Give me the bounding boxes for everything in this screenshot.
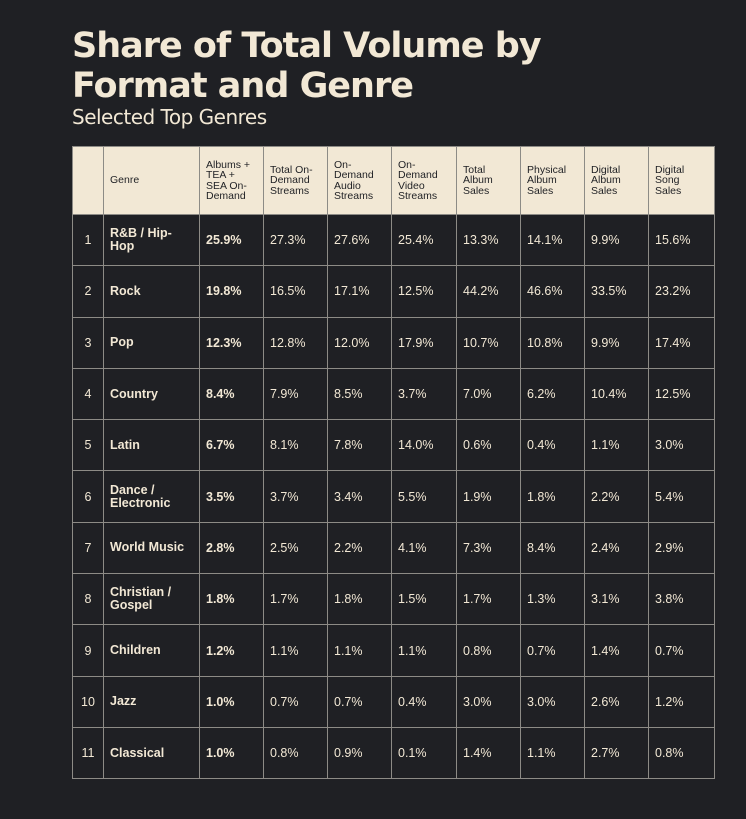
value-cell: 2.4% (585, 522, 649, 573)
value-cell: 19.8% (200, 266, 264, 317)
value-cell: 8.5% (328, 368, 392, 419)
value-cell: 0.1% (392, 727, 457, 778)
table-header-row (73, 147, 715, 215)
value-cell: 1.1% (521, 727, 585, 778)
table-row (73, 317, 715, 368)
value-cell: 25.4% (392, 215, 457, 266)
table-row (73, 676, 715, 727)
column-header: Total Album Sales (457, 147, 521, 215)
value-cell: 8.1% (264, 420, 328, 471)
value-cell: 1.4% (585, 625, 649, 676)
value-cell: 1.9% (457, 471, 521, 522)
value-cell: 1.3% (521, 574, 585, 625)
rank-cell: 2 (73, 266, 104, 317)
value-cell: 0.8% (457, 625, 521, 676)
table-row (73, 727, 715, 778)
genre-cell: Dance / Electronic (104, 471, 200, 522)
value-cell: 0.7% (264, 676, 328, 727)
value-cell: 2.2% (585, 471, 649, 522)
value-cell: 0.7% (649, 625, 715, 676)
value-cell: 12.8% (264, 317, 328, 368)
table-row (73, 368, 715, 419)
rank-cell: 7 (73, 522, 104, 573)
table-row (73, 215, 715, 266)
value-cell: 0.7% (328, 676, 392, 727)
value-cell: 10.4% (585, 368, 649, 419)
value-cell: 14.0% (392, 420, 457, 471)
genre-cell: Classical (104, 727, 200, 778)
value-cell: 44.2% (457, 266, 521, 317)
value-cell: 5.4% (649, 471, 715, 522)
chart-title: Share of Total Volume by Format and Genre (72, 26, 541, 106)
value-cell: 17.9% (392, 317, 457, 368)
value-cell: 7.0% (457, 368, 521, 419)
value-cell: 12.5% (649, 368, 715, 419)
value-cell: 7.8% (328, 420, 392, 471)
value-cell: 10.8% (521, 317, 585, 368)
genre-cell: World Music (104, 522, 200, 573)
value-cell: 1.1% (585, 420, 649, 471)
table-row (73, 625, 715, 676)
value-cell: 10.7% (457, 317, 521, 368)
rank-cell: 6 (73, 471, 104, 522)
value-cell: 6.2% (521, 368, 585, 419)
value-cell: 3.8% (649, 574, 715, 625)
value-cell: 0.6% (457, 420, 521, 471)
value-cell: 0.4% (392, 676, 457, 727)
value-cell: 3.4% (328, 471, 392, 522)
value-cell: 6.7% (200, 420, 264, 471)
value-cell: 0.9% (328, 727, 392, 778)
value-cell: 3.0% (521, 676, 585, 727)
value-cell: 2.8% (200, 522, 264, 573)
value-cell: 0.8% (649, 727, 715, 778)
value-cell: 15.6% (649, 215, 715, 266)
value-cell: 0.7% (521, 625, 585, 676)
value-cell: 7.9% (264, 368, 328, 419)
value-cell: 17.4% (649, 317, 715, 368)
genre-cell: R&B / Hip-Hop (104, 215, 200, 266)
value-cell: 23.2% (649, 266, 715, 317)
value-cell: 1.2% (200, 625, 264, 676)
value-cell: 3.0% (649, 420, 715, 471)
value-cell: 1.0% (200, 676, 264, 727)
value-cell: 3.7% (392, 368, 457, 419)
value-cell: 1.4% (457, 727, 521, 778)
value-cell: 46.6% (521, 266, 585, 317)
column-header: Digital Song Sales (649, 147, 715, 215)
value-cell: 14.1% (521, 215, 585, 266)
value-cell: 8.4% (200, 368, 264, 419)
table-body (73, 215, 715, 779)
column-header: Physical Album Sales (521, 147, 585, 215)
chart-subtitle: Selected Top Genres (72, 105, 267, 129)
table-row (73, 522, 715, 573)
genre-cell: Children (104, 625, 200, 676)
value-cell: 1.1% (392, 625, 457, 676)
genre-cell: Country (104, 368, 200, 419)
column-header: Genre (104, 147, 200, 215)
value-cell: 2.6% (585, 676, 649, 727)
value-cell: 3.7% (264, 471, 328, 522)
table-row (73, 471, 715, 522)
table-row (73, 420, 715, 471)
value-cell: 0.8% (264, 727, 328, 778)
value-cell: 27.3% (264, 215, 328, 266)
rank-cell: 8 (73, 574, 104, 625)
value-cell: 0.4% (521, 420, 585, 471)
column-header: Albums + TEA + SEA On-Demand (200, 147, 264, 215)
genre-cell: Christian / Gospel (104, 574, 200, 625)
value-cell: 9.9% (585, 317, 649, 368)
value-cell: 12.3% (200, 317, 264, 368)
value-cell: 33.5% (585, 266, 649, 317)
value-cell: 1.1% (264, 625, 328, 676)
value-cell: 12.0% (328, 317, 392, 368)
value-cell: 7.3% (457, 522, 521, 573)
value-cell: 2.5% (264, 522, 328, 573)
column-header: On-Demand Audio Streams (328, 147, 392, 215)
value-cell: 25.9% (200, 215, 264, 266)
rank-cell: 11 (73, 727, 104, 778)
value-cell: 8.4% (521, 522, 585, 573)
table-row (73, 574, 715, 625)
column-header: Digital Album Sales (585, 147, 649, 215)
value-cell: 3.5% (200, 471, 264, 522)
value-cell: 3.0% (457, 676, 521, 727)
genre-cell: Jazz (104, 676, 200, 727)
rank-cell: 1 (73, 215, 104, 266)
value-cell: 1.8% (521, 471, 585, 522)
genre-share-table (72, 146, 715, 779)
column-header: On-Demand Video Streams (392, 147, 457, 215)
value-cell: 9.9% (585, 215, 649, 266)
column-header: Total On-Demand Streams (264, 147, 328, 215)
value-cell: 1.8% (328, 574, 392, 625)
table-row (73, 266, 715, 317)
genre-cell: Pop (104, 317, 200, 368)
value-cell: 1.5% (392, 574, 457, 625)
rank-cell: 4 (73, 368, 104, 419)
value-cell: 2.7% (585, 727, 649, 778)
value-cell: 16.5% (264, 266, 328, 317)
value-cell: 2.2% (328, 522, 392, 573)
column-header-rank (73, 147, 104, 215)
rank-cell: 10 (73, 676, 104, 727)
value-cell: 27.6% (328, 215, 392, 266)
value-cell: 12.5% (392, 266, 457, 317)
value-cell: 5.5% (392, 471, 457, 522)
value-cell: 2.9% (649, 522, 715, 573)
value-cell: 4.1% (392, 522, 457, 573)
value-cell: 17.1% (328, 266, 392, 317)
rank-cell: 5 (73, 420, 104, 471)
rank-cell: 9 (73, 625, 104, 676)
value-cell: 3.1% (585, 574, 649, 625)
value-cell: 1.1% (328, 625, 392, 676)
value-cell: 1.7% (264, 574, 328, 625)
genre-cell: Latin (104, 420, 200, 471)
value-cell: 1.7% (457, 574, 521, 625)
rank-cell: 3 (73, 317, 104, 368)
value-cell: 13.3% (457, 215, 521, 266)
value-cell: 1.8% (200, 574, 264, 625)
value-cell: 1.0% (200, 727, 264, 778)
genre-cell: Rock (104, 266, 200, 317)
value-cell: 1.2% (649, 676, 715, 727)
